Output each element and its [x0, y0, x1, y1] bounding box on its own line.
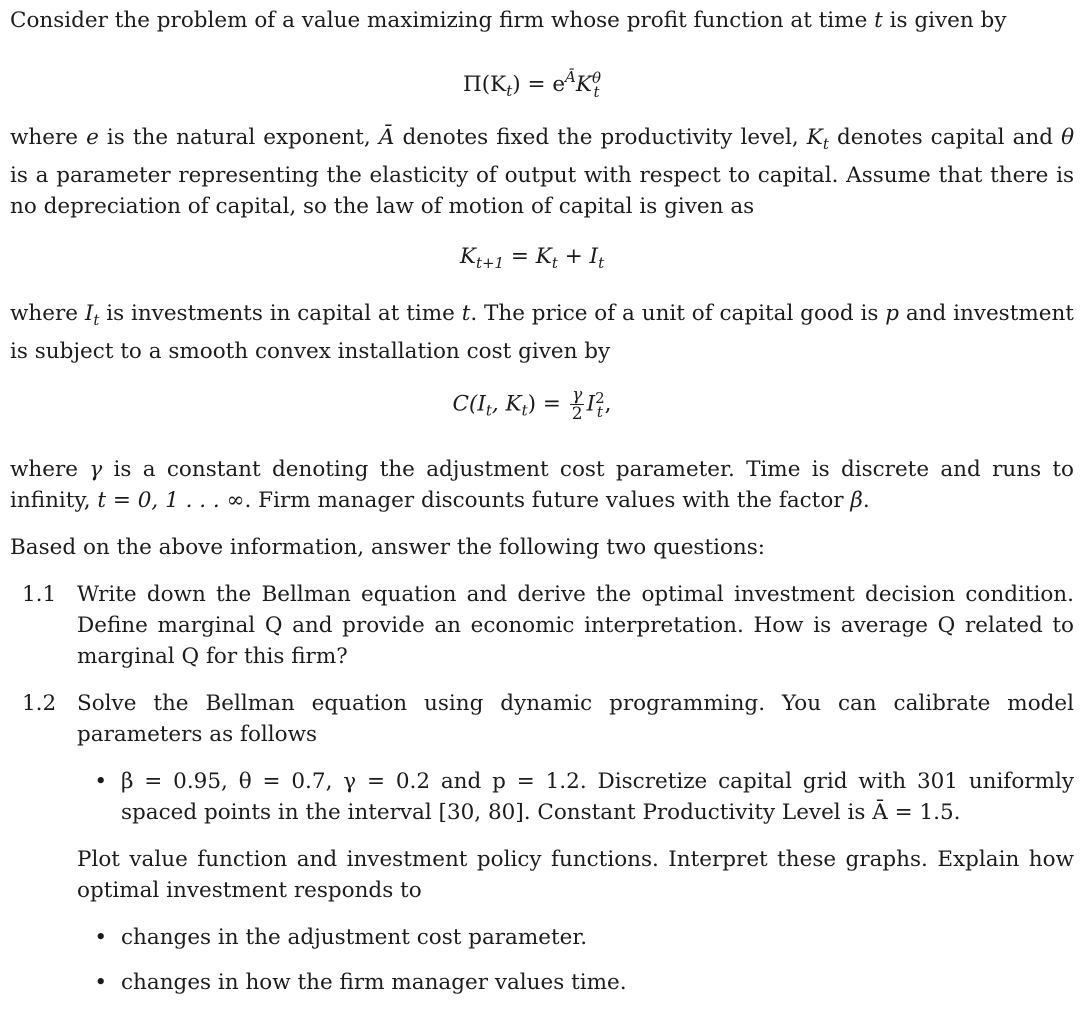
p4-text-1: where — [10, 457, 78, 482]
definitions-paragraph — [10, 122, 1074, 222]
parameter-bullet — [77, 766, 1074, 828]
p2-e: e — [86, 125, 99, 150]
eq3-i-sup: 2 — [595, 388, 605, 407]
response-bullet-2-text: changes in how the firm manager values time. — [121, 970, 627, 995]
p3-text-2: is investments in capital at time — [106, 301, 455, 326]
parameter-bullet-text: β = 0.95, θ = 0.7, γ = 0.2 and p = 1.2. Discretize capital grid with 301 uniformly spaced points in the interval [30, 80]. Constant Productivity Level is Ā = 1.5. — [121, 769, 1074, 825]
questions-intro — [10, 532, 1074, 563]
eq2-k1: K — [459, 244, 476, 269]
eq1-exponent: Ā — [565, 68, 576, 86]
eq2-k1-sub: t+1 — [475, 254, 505, 272]
eq3-close: ) = — [527, 391, 561, 417]
intro-text: Consider the problem of a value maximizing firm whose profit function at time — [10, 8, 868, 33]
plot-instructions: Plot value function and investment policy functions. Interpret these graphs. Explain how optimal investment responds to — [77, 847, 1074, 903]
p2-abar: Ā — [378, 125, 395, 150]
eq3-den: 2 — [571, 404, 583, 424]
eq3-i-sub2: t — [596, 402, 603, 421]
question-1-2-number: 1.2 — [22, 691, 57, 716]
eq1-lhs-close: ) = e — [512, 72, 566, 97]
question-1-1-text: Write down the Bellman equation and derive the optimal investment decision condition. Define marginal Q and provide an economic interpretation. How is average Q related to marginal Q for this firm? — [77, 582, 1074, 669]
response-bullet-1 — [77, 922, 1074, 953]
p4-beta: β — [850, 488, 863, 513]
eq3-fraction — [570, 386, 585, 423]
var-t: t — [874, 8, 883, 33]
eq3-k-sub: t — [521, 401, 528, 420]
eq1-k-sup: θ — [591, 69, 601, 87]
p4-text-2: is a constant denoting the adjustment cost parameter. Time is discrete and runs to infinity, — [10, 457, 1074, 513]
cost-equation — [10, 386, 1074, 427]
eq1-k: K — [575, 72, 592, 97]
p2-text-4: denotes capital and — [836, 125, 1053, 150]
p2-theta: θ — [1061, 125, 1075, 150]
p3-t: t — [461, 301, 471, 326]
p2-k-sub: t — [822, 135, 829, 153]
response-bullet-1-text: changes in the adjustment cost parameter. — [121, 925, 588, 950]
eq3-end: , — [604, 391, 612, 417]
response-bullet-2 — [77, 967, 1074, 998]
bullet-icon: • — [94, 925, 107, 950]
questions-intro-text: Based on the above information, answer the following two questions: — [10, 535, 766, 560]
p3-p: p — [885, 301, 899, 326]
eq1-lhs: Π(K — [463, 72, 507, 97]
profit-equation — [10, 62, 1074, 107]
eq3-num: γ — [572, 385, 583, 405]
eq2-plus: + I — [557, 244, 599, 269]
p2-text-5: is a parameter representing the elasticity of output with respect to capital. Assume that there is no depreciation of capital, so the law of motion of capital is given as — [10, 163, 1074, 219]
eq2-mid: = K — [504, 244, 552, 269]
question-1-2 — [10, 688, 1074, 998]
question-1-1 — [10, 579, 1074, 672]
eq3-i-sub: t — [485, 401, 492, 420]
p4-text-3: . Firm manager discounts future values with the factor — [244, 488, 844, 513]
p2-text-2: is the natural exponent, — [106, 125, 371, 150]
bullet-icon: • — [94, 769, 107, 794]
p3-text-3: . The price of a unit of capital good is — [470, 301, 879, 326]
p3-i: I — [84, 301, 94, 326]
eq2-i-sub: t — [598, 254, 605, 272]
investment-paragraph — [10, 298, 1074, 367]
p2-text-3: denotes fixed the productivity level, — [402, 125, 799, 150]
question-1-2-text: Solve the Bellman equation using dynamic programming. You can calibrate model parameters as follows — [77, 691, 1074, 747]
eq1-lhs-sub: t — [506, 82, 513, 100]
intro-tail: is given by — [889, 8, 1007, 33]
intro-paragraph — [10, 5, 1074, 36]
p2-text-1: where — [10, 125, 78, 150]
p4-range: t = 0, 1 . . . ∞ — [97, 488, 245, 513]
eq3-mid: , K — [491, 391, 522, 417]
p4-text-4: . — [862, 488, 870, 513]
p3-text-4: and investment is subject to a smooth convex installation cost given by — [10, 301, 1074, 364]
question-1-1-number: 1.1 — [22, 582, 57, 607]
eq2-k2-sub: t — [551, 254, 558, 272]
eq3-lhs: C(I — [452, 391, 486, 417]
eq1-k-sub: t — [593, 83, 600, 101]
p4-gamma: γ — [89, 457, 103, 482]
p3-text-1: where — [10, 301, 78, 326]
p3-i-sub: t — [93, 311, 100, 329]
time-paragraph — [10, 454, 1074, 516]
p2-k: K — [806, 125, 823, 150]
law-of-motion-equation — [10, 241, 1074, 279]
eq3-i: I — [586, 391, 596, 417]
bullet-icon: • — [94, 970, 107, 995]
